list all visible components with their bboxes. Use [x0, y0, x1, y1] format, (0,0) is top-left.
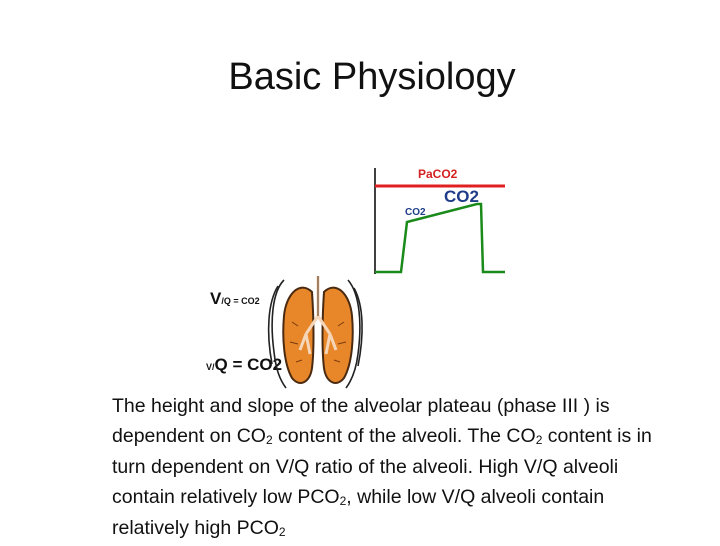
vq-high-text: /Q = CO2: [221, 296, 260, 306]
vq-high-prefix: V: [210, 289, 222, 308]
body-text-4: , while low V/Q alveoli contain relatively high PCO: [112, 485, 605, 539]
co2-label-small: CO2: [405, 207, 426, 218]
co2-label-large: CO2: [444, 187, 479, 206]
slide-title: Basic Physiology: [228, 56, 516, 98]
body-sub-3: 2: [339, 493, 347, 508]
body-sub-1: 2: [265, 432, 273, 447]
body-paragraph: [112, 392, 652, 546]
body-sub-4: 2: [278, 525, 286, 539]
left-lung: [283, 288, 313, 383]
body-text-3: content is in turn dependent on V/Q ratio of the alveoli. High V/Q alveoli contain relatively low PCO: [112, 424, 652, 508]
vq-low-text: Q = CO2: [214, 355, 283, 374]
capnogram-figure: [365, 158, 510, 280]
body-text-1: The height and slope of the alveolar plateau (phase III ) is dependent on CO: [112, 395, 610, 447]
etco2-trace: [375, 204, 505, 272]
vq-low-prefix: V/: [206, 362, 215, 372]
body-sub-2: 2: [535, 432, 543, 447]
right-lung: [323, 288, 353, 383]
svg-text:V/Q = CO2: [210, 289, 260, 308]
paco2-label: PaCO2: [418, 167, 458, 181]
lungs-figure: [200, 272, 370, 394]
body-text-2: content of the alveoli. The CO: [272, 424, 536, 447]
